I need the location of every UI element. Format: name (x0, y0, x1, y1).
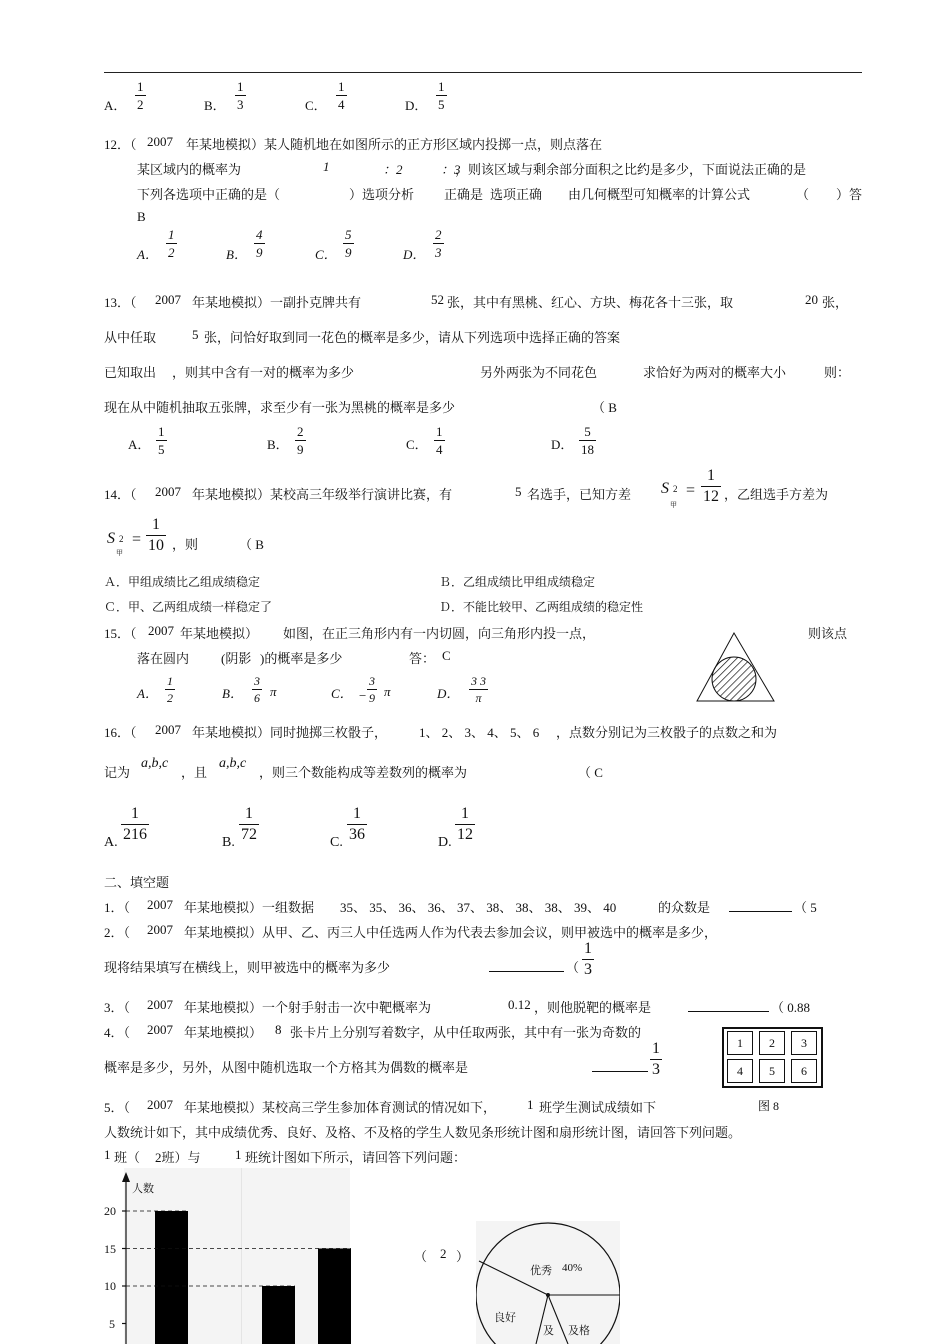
q-text: 20 (805, 292, 818, 307)
option-d: D． (403, 247, 426, 262)
option-b: B． (267, 437, 289, 452)
grid-cell: 6 (791, 1059, 817, 1083)
q-text: 年某地模拟）一副扑克牌共有 (192, 295, 362, 310)
q-text: 名选手，已知方差 (527, 487, 632, 502)
q-text: 求恰好为两对的概率大小 (643, 365, 787, 380)
option-c: C． (331, 686, 353, 701)
y-axis-arrow (122, 1172, 130, 1182)
option-b: B． (222, 686, 243, 701)
q-text: 年某地模拟）一组数据 (184, 900, 315, 915)
fraction: 1 12 (457, 805, 473, 843)
q-text: 从中任取 (104, 330, 157, 345)
section-heading: 二、填空题 (104, 875, 170, 890)
q-text: 的众数是 (658, 900, 711, 915)
q-text: 概率是多少，另外，从图中随机选取一个方格其为偶数的概率是 (104, 1060, 469, 1075)
q-text: 另外两张为不同花色 (480, 365, 598, 380)
fraction: 1 5 (438, 79, 445, 112)
fraction: 1 216 (123, 805, 147, 843)
q-text: 现将结果填写在横线上，则甲被选中的概率为多少 (104, 960, 391, 975)
q-number: 5．（ (104, 1100, 131, 1115)
option-c: Ｃ．甲、乙两组成绩一样稳定了 (104, 600, 273, 614)
option-d: D． (551, 437, 574, 452)
y-axis-label: 人数 (132, 1183, 154, 1195)
q-number: 16．（ (104, 725, 137, 740)
option-a: Ａ．甲组成绩比乙组成绩稳定 (104, 575, 261, 589)
q-number: 4．（ (104, 1025, 131, 1040)
q-text: 1 (104, 1147, 111, 1162)
q-text: （ (796, 187, 810, 202)
y-tick-label: 10 (104, 1279, 116, 1293)
option-a: A． (104, 98, 127, 113)
option-a: A. (104, 835, 118, 850)
option-a: A． (128, 437, 151, 452)
q-text: ，则该区域与剩余部分面积之比约是多少，下面说法正确的是 (455, 162, 807, 177)
fraction: 1 12 (703, 467, 719, 505)
data-list: 35、 35、 36、 36、 37、 38、 38、 38、 39、 40 (340, 900, 617, 915)
q-text: 张，问恰好取到同一花色的概率是多少，请从下列选项中选择正确的答案 (204, 330, 621, 345)
answer: C (442, 648, 451, 663)
bar (262, 1286, 295, 1344)
option-b: Ｂ．乙组成绩比甲组成绩稳定 (439, 575, 596, 589)
grid-cell: 5 (759, 1059, 785, 1083)
grid-cell: 2 (759, 1031, 785, 1055)
y-tick-label: 15 (104, 1242, 116, 1256)
q-number: 13．（ (104, 295, 137, 310)
caption: 2 (440, 1246, 447, 1261)
q-text: 张，其中有黑桃、红心、方块、梅花各十三张，取 (447, 295, 734, 310)
subscript: 甲 (116, 549, 123, 557)
fraction: 3 6 (254, 674, 260, 705)
q-text: 年某地模拟）某校高三年级举行演讲比赛，有 (192, 487, 453, 502)
q-text: 现在从中随机抽取五张牌，求至少有一张为黑桃的概率是多少 (104, 400, 456, 415)
q-text: 选项正确 (490, 187, 543, 202)
q-text: 年某地模拟）某人随机地在如图所示的正方形区域内投掷一点，则点落在 (186, 137, 603, 152)
q-year: 2007 (147, 922, 173, 937)
pie-label: 优秀 (530, 1265, 552, 1277)
q-year: 2007 (147, 897, 173, 912)
fraction: 1 3 (237, 79, 244, 112)
q-year: 2007 (148, 623, 174, 638)
q-text: ，则他脱靶的概率是 (534, 1000, 652, 1015)
caption: ） (456, 1249, 470, 1264)
answer-blank (688, 1011, 769, 1012)
fraction: 5 9 (345, 227, 352, 260)
option-c: C． (315, 247, 337, 262)
q-text: 下列各选项中正确的是（ (137, 187, 281, 202)
option-b: B． (226, 247, 247, 262)
q-text: 由几何概型可知概率的计算公式 (568, 187, 751, 202)
fraction: 1 3 (584, 940, 592, 978)
q-text: 张， (822, 295, 849, 310)
q-number: 2．（ (104, 925, 131, 940)
q-text: 0.12 (508, 997, 531, 1012)
fraction: 1 4 (338, 79, 345, 112)
option-a: A． (137, 686, 158, 701)
q-text: 张卡片上分别写着数字，从中任取两张，其中有一张为奇数的 (290, 1025, 642, 1040)
q-text: (阴影 (221, 651, 252, 666)
option-d: Ｄ．不能比较甲、乙两组成绩的稳定性 (439, 600, 644, 614)
pi-symbol: π (270, 684, 277, 699)
option-d: D. (438, 835, 452, 850)
q-text: 1 (235, 1147, 242, 1162)
q-text: 1 (323, 159, 330, 174)
q-text: 落在圆内 (137, 651, 190, 666)
subscript: 甲 (670, 501, 677, 509)
q-text: ，则 (172, 537, 199, 552)
fraction: 1 2 (137, 79, 144, 112)
q-number: 15．（ (104, 626, 137, 641)
q-text: ，且 (181, 765, 208, 780)
fraction: 3 3 π (471, 674, 486, 705)
q-number: 3．（ (104, 1000, 131, 1015)
answer-blank (489, 971, 564, 972)
fraction: 1 72 (241, 805, 257, 843)
header-rule (104, 72, 862, 73)
option-b: B． (204, 98, 226, 113)
q-text: 年某地模拟）从甲、乙、丙三人中任选两人作为代表去参加会议，则甲被选中的概率是多少， (184, 925, 718, 940)
q-text: ：3 (441, 162, 461, 177)
grid-cell: 4 (727, 1059, 753, 1083)
fraction: 1 2 (168, 227, 175, 260)
answer-blank (729, 911, 792, 912)
q-number: 14．（ (104, 487, 137, 502)
q-text: ，点数分别记为三枚骰子的点数之和为 (556, 725, 778, 740)
q-text: 52 (431, 292, 444, 307)
option-d: D． (437, 686, 460, 701)
pie-percent: 40% (562, 1262, 583, 1274)
equals: = (686, 482, 696, 499)
answer-label: 答： (409, 651, 436, 666)
fraction: 1 10 (148, 516, 164, 554)
q-text: 1 (527, 1097, 534, 1112)
grid-cell: 3 (791, 1031, 817, 1055)
variance-symbol: S (107, 530, 115, 547)
fraction: 5 18 (581, 424, 594, 457)
q-text: 年某地模拟） (180, 626, 259, 641)
answer: （ 5 (794, 900, 817, 915)
option-b: B. (222, 835, 235, 850)
q-text: 5 (515, 484, 522, 499)
variance-symbol: S (661, 480, 669, 497)
q-text: 某区域内的概率为 (137, 162, 242, 177)
q-text: 8 (275, 1022, 282, 1037)
q-text: 班学生测试成绩如下 (539, 1100, 657, 1115)
q-year: 2007 (155, 484, 181, 499)
q-text: ，则三个数能构成等差数列的概率为 (259, 765, 468, 780)
fraction: 1 3 (652, 1040, 660, 1078)
fraction: 2 3 (435, 227, 442, 260)
variables: a,b,c (141, 756, 169, 771)
q-number: 12．（ (104, 137, 137, 152)
q-text: 记为 (104, 765, 131, 780)
q-text: 正确是 (444, 187, 484, 202)
equals: = (132, 531, 142, 548)
option-a: A． (137, 247, 158, 262)
q-text: 年某地模拟）一个射手射击一次中靶概率为 (184, 1000, 432, 1015)
q-year: 2007 (147, 1097, 173, 1112)
q-text: 年某地模拟） (184, 1025, 263, 1040)
q-number: 1．（ (104, 900, 131, 915)
answer-blank (592, 1071, 648, 1072)
q-text: 5 (192, 327, 199, 342)
fraction: 4 9 (256, 227, 263, 260)
answer: B (137, 209, 146, 224)
answer: （ 0.88 (771, 1000, 811, 1015)
q-year: 2007 (147, 1022, 173, 1037)
variables: a,b,c (219, 756, 247, 771)
answer: （ B (239, 537, 264, 552)
q-text: 年某地模拟）某校高三学生参加体育测试的情况如下， (184, 1100, 497, 1115)
answer: （ (566, 960, 580, 975)
fraction: 1 4 (436, 424, 443, 457)
q-text: ，乙组选手方差为 (724, 487, 829, 502)
pi-symbol: π (384, 684, 391, 699)
q-text: )的概率是多少 (260, 651, 343, 666)
triangle-incircle-figure (694, 630, 780, 704)
pie-label: 良好 (494, 1312, 516, 1324)
q-year: 2007 (147, 997, 173, 1012)
q-text: ）答 (836, 187, 863, 202)
bar (155, 1211, 188, 1344)
pie-label: 及 (543, 1325, 554, 1337)
q-text: ）选项分析 (349, 187, 415, 202)
y-tick-label: 20 (104, 1204, 116, 1218)
fraction: 1 5 (158, 424, 165, 457)
q-text: 2班）与 (155, 1150, 201, 1165)
fraction: 3 9 (369, 674, 375, 705)
q-year: 2007 (155, 722, 181, 737)
q-text: 则该点 (808, 626, 848, 641)
q-text: ：2 (383, 162, 403, 177)
pie-label: 及格 (568, 1325, 590, 1337)
fraction: 1 36 (349, 805, 365, 843)
option-d: D． (405, 98, 428, 113)
answer: （ B (592, 400, 617, 415)
answer: （ C (578, 765, 603, 780)
q-year: 2007 (147, 134, 173, 149)
q-text: 如图，在正三角形内有一内切圆，向三角形内投一点， (283, 626, 596, 641)
option-c: C． (305, 98, 327, 113)
q-year: 2007 (155, 292, 181, 307)
q-text: 人数统计如下，其中成绩优秀、良好、及格、不及格的学生人数见条形统计图和扇形统计图，请回答下列问题。 (104, 1125, 742, 1140)
grid-cell: 1 (727, 1031, 753, 1055)
y-tick-label: 5 (109, 1317, 115, 1331)
option-c: C． (406, 437, 428, 452)
fraction: 1 2 (167, 674, 173, 705)
figure-caption: 图 8 (758, 1099, 780, 1113)
q-text: 年某地模拟）同时抛掷三枚骰子， (192, 725, 388, 740)
q-text: 则： (824, 365, 851, 380)
q-text: 班（ (114, 1150, 141, 1165)
q-text: ，则其中含有一对的概率为多少 (172, 365, 355, 380)
bar (318, 1249, 351, 1344)
fraction: 2 9 (297, 424, 304, 457)
caption: （ (414, 1249, 428, 1264)
q-text: 1、 2、 3、 4、 5、 6 (419, 725, 540, 740)
q-text: 已知取出 (104, 365, 157, 380)
q-text: 班统计图如下所示，请回答下列问题： (245, 1150, 467, 1165)
option-c: C. (330, 835, 343, 850)
